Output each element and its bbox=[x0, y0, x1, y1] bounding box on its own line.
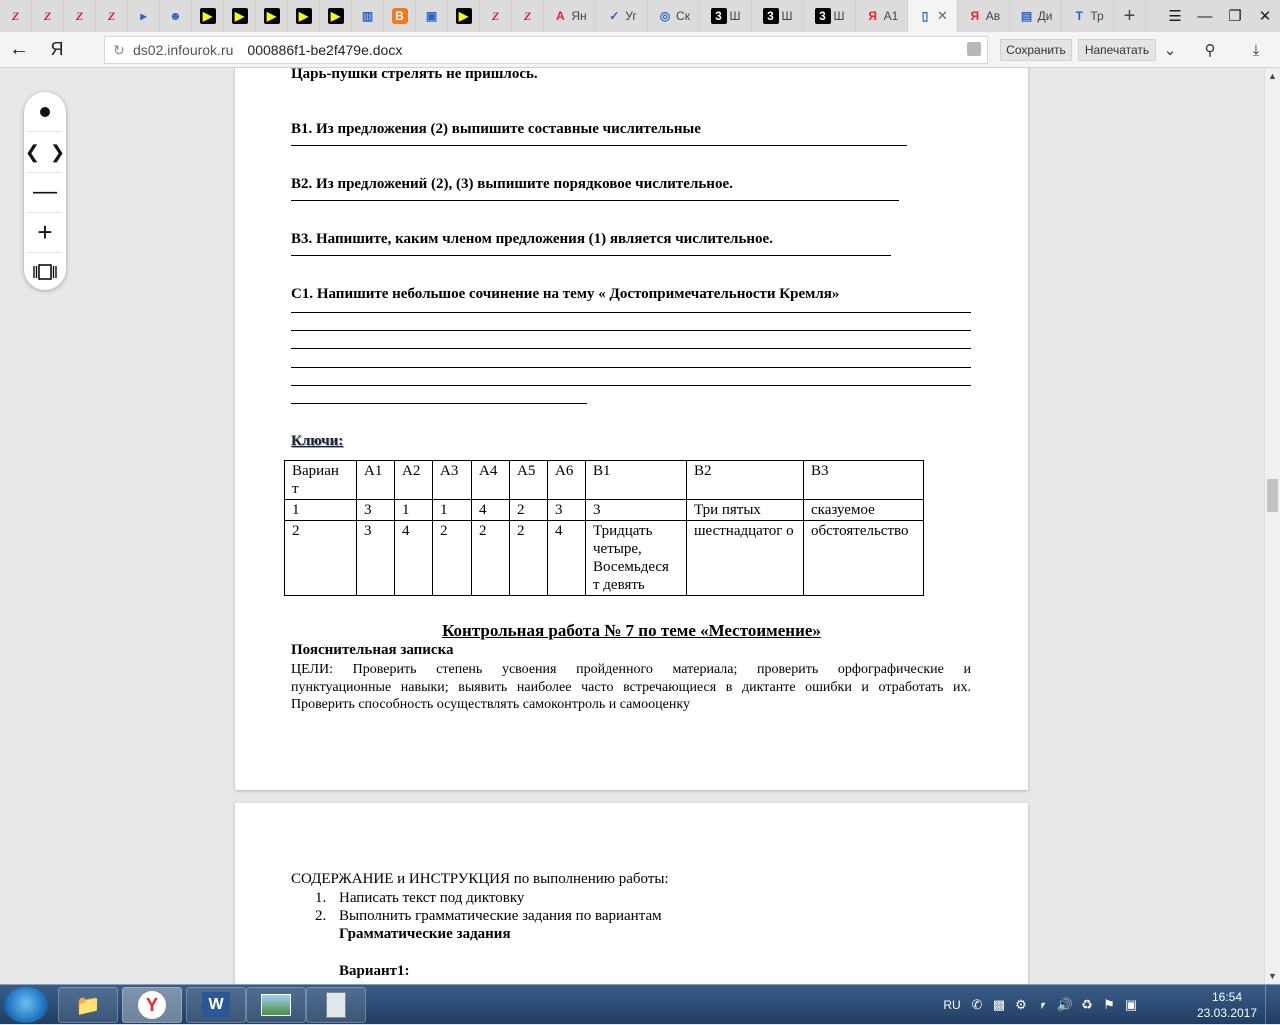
browser-tab[interactable] bbox=[804, 0, 856, 32]
url-document: 000886f1-be2f479e.docx bbox=[247, 42, 403, 58]
table-cell: 4 bbox=[548, 521, 586, 596]
browser-tab[interactable] bbox=[384, 0, 416, 32]
calculator-taskbar-icon[interactable] bbox=[306, 987, 366, 1023]
table-cell: 1 bbox=[285, 500, 357, 521]
browser-tab[interactable] bbox=[1062, 0, 1114, 32]
vertical-scrollbar[interactable] bbox=[1264, 68, 1280, 984]
answer-line bbox=[291, 403, 587, 404]
yandex-browser-taskbar-icon[interactable]: Y bbox=[122, 987, 182, 1023]
browser-tab[interactable] bbox=[320, 0, 352, 32]
answer-line bbox=[291, 385, 971, 386]
yandex-icon: Я bbox=[970, 9, 980, 23]
table-header-cell: А1 bbox=[357, 461, 395, 500]
url-field[interactable] bbox=[104, 36, 988, 64]
scroll-up-arrow-icon[interactable]: ▲ bbox=[1268, 71, 1277, 81]
z-icon: Z bbox=[523, 8, 532, 23]
video-play-icon: ▶ bbox=[264, 8, 280, 24]
video-play-icon: ▶ bbox=[296, 8, 312, 24]
blogger-icon: B bbox=[392, 8, 408, 24]
browser-tab[interactable] bbox=[958, 0, 1010, 32]
language-indicator[interactable]: RU bbox=[943, 998, 961, 1012]
z-icon: Z bbox=[11, 8, 20, 23]
table-cell: 3 bbox=[548, 500, 586, 521]
answer-line bbox=[291, 367, 971, 368]
table-cell: 2 bbox=[510, 500, 548, 521]
removable-device-icon[interactable]: ⎖ bbox=[1037, 997, 1049, 1012]
three-icon: 3 bbox=[711, 8, 727, 24]
section-title: Контрольная работа № 7 по теме «Местоимение» bbox=[442, 621, 821, 640]
translate-icon: Т bbox=[1075, 9, 1083, 23]
menu-icon[interactable]: ☰ bbox=[1168, 8, 1182, 25]
play-page-icon: ▸ bbox=[140, 9, 147, 23]
list-item: 1. Написать текст под диктовку bbox=[315, 890, 525, 906]
answer-keys-table bbox=[284, 460, 924, 596]
note-line: Проверить способность осуществлять самоконтроль и самооценку bbox=[291, 697, 690, 712]
browser-tab[interactable] bbox=[32, 0, 64, 32]
abc-icon: A bbox=[556, 9, 565, 23]
browser-tab[interactable] bbox=[1010, 0, 1062, 32]
browser-tab[interactable] bbox=[128, 0, 160, 32]
answer-line bbox=[291, 145, 907, 146]
question-b1: В1. Из предложения (2) выпишите составные числительные bbox=[291, 121, 701, 137]
table-header-cell: В2 bbox=[687, 461, 804, 500]
browser-tab[interactable] bbox=[192, 0, 224, 32]
table-header-cell: В3 bbox=[804, 461, 924, 500]
list-item-text: Выполнить грамматические задания по вариантам bbox=[339, 908, 662, 924]
browser-tab[interactable] bbox=[352, 0, 384, 32]
window-controls bbox=[1160, 0, 1280, 32]
keys-label: Ключи: bbox=[291, 433, 344, 449]
update-icon[interactable]: ♻ bbox=[1081, 997, 1093, 1012]
clock-time: 16:54 bbox=[1211, 990, 1243, 1004]
instruction-list bbox=[315, 889, 662, 925]
video-play-icon: ▶ bbox=[328, 8, 344, 24]
table-header-cell: А2 bbox=[395, 461, 433, 500]
tab-title: Ди bbox=[1037, 9, 1053, 23]
three-icon: 3 bbox=[815, 8, 831, 24]
table-header-cell: А6 bbox=[548, 461, 586, 500]
show-desktop-button[interactable] bbox=[1265, 985, 1280, 1025]
browser-tab[interactable] bbox=[0, 0, 32, 32]
word-taskbar-icon[interactable]: W bbox=[186, 987, 246, 1023]
table-header-cell: В1 bbox=[586, 461, 687, 500]
browser-tab[interactable] bbox=[256, 0, 288, 32]
tab-title: Ск bbox=[676, 9, 690, 23]
tab-title: Тр bbox=[1090, 9, 1104, 23]
grammar-heading: Грамматические задания bbox=[339, 926, 511, 942]
table-cell: 1 bbox=[433, 500, 472, 521]
document-page bbox=[235, 68, 1028, 790]
browser-tab[interactable] bbox=[856, 0, 908, 32]
yandex-icon: Я bbox=[868, 9, 877, 23]
table-cell: 3 bbox=[357, 500, 395, 521]
answer-line bbox=[291, 312, 971, 313]
table-header-cell: А3 bbox=[433, 461, 472, 500]
glasses-icon: ◎ bbox=[659, 9, 671, 23]
table-cell: 2 bbox=[510, 521, 548, 596]
back-arrow-icon[interactable]: ← bbox=[9, 38, 29, 60]
yandex-logo[interactable]: Я bbox=[50, 39, 64, 59]
zoom-control-panel bbox=[24, 92, 66, 290]
zoom-in-button[interactable]: + bbox=[37, 216, 53, 247]
goals-label: ЦЕЛИ bbox=[291, 662, 330, 677]
download-icon[interactable]: ⤓ bbox=[1252, 41, 1260, 59]
question-b2: В2. Из предложений (2), (3) выпишите порядковое числительное. bbox=[291, 176, 733, 192]
save-button[interactable]: Сохранить bbox=[1000, 39, 1072, 61]
lightbulb-icon[interactable]: ⚲ bbox=[1204, 42, 1216, 59]
table-header-row bbox=[285, 461, 924, 500]
answer-line bbox=[291, 255, 891, 256]
chat-icon: ▤ bbox=[1020, 9, 1033, 23]
tab-title: Уг bbox=[625, 9, 637, 23]
sailor-icon: ☻ bbox=[169, 9, 182, 23]
volume-icon[interactable]: 🔊 bbox=[1056, 997, 1074, 1012]
check-icon: ✓ bbox=[609, 9, 620, 23]
file-explorer-taskbar-icon[interactable]: 📁 bbox=[58, 987, 118, 1023]
z-icon: Z bbox=[75, 8, 84, 23]
list-item-text: Написать текст под диктовку bbox=[339, 890, 525, 906]
chevron-down-icon[interactable]: ⌄ bbox=[1163, 42, 1177, 59]
table-cell: 3 bbox=[586, 500, 687, 521]
table-cell: Три пятых bbox=[687, 500, 804, 521]
new-tab-plus-icon[interactable]: + bbox=[1114, 0, 1146, 32]
z-icon: Z bbox=[107, 8, 116, 23]
z-icon: Z bbox=[43, 8, 52, 23]
reload-icon[interactable]: ↻ bbox=[113, 41, 125, 58]
viber-icon[interactable]: ✆ bbox=[971, 997, 983, 1012]
tab-title: А1 bbox=[883, 9, 899, 23]
minimize-icon[interactable]: — bbox=[1197, 7, 1213, 25]
system-tray bbox=[938, 985, 1142, 1025]
table-cell: 1 bbox=[395, 500, 433, 521]
nvidia-icon[interactable]: ▩ bbox=[992, 997, 1006, 1012]
table-row bbox=[285, 521, 924, 596]
three-icon: 3 bbox=[763, 8, 779, 24]
answer-line bbox=[291, 330, 971, 331]
note-line bbox=[291, 661, 971, 679]
browser-tab[interactable] bbox=[160, 0, 192, 32]
table-cell: 4 bbox=[395, 521, 433, 596]
tab-title: Ян bbox=[571, 9, 587, 23]
browser-tab[interactable] bbox=[596, 0, 648, 32]
close-tab-icon[interactable]: ✕ bbox=[937, 8, 948, 23]
monitor-icon: ▣ bbox=[425, 9, 438, 23]
contents-title: СОДЕРЖАНИЕ и ИНСТРУКЦИЯ по выполнению работы: bbox=[291, 871, 669, 887]
note-text: : Проверить степень усвоения пройденного материала; проверить орфографические и bbox=[329, 662, 971, 677]
table-header-cell: А5 bbox=[510, 461, 548, 500]
table-header-cell: А4 bbox=[472, 461, 510, 500]
table-cell: шестнадцатог о bbox=[687, 521, 804, 596]
browser-tab[interactable] bbox=[224, 0, 256, 32]
gear-icon[interactable]: ⚙ bbox=[1015, 997, 1027, 1012]
dot-icon[interactable] bbox=[24, 92, 66, 132]
video-play-icon: ▶ bbox=[456, 8, 472, 24]
table-cell: 4 bbox=[472, 500, 510, 521]
z-icon: Z bbox=[491, 8, 500, 23]
books-icon: ▥ bbox=[361, 9, 374, 23]
tab-title: Ш bbox=[781, 9, 793, 23]
question-b3: В3. Напишите, каким членом предложения (1) является числительное. bbox=[291, 231, 773, 247]
page-navigation-arrows[interactable]: ❮ ❯ bbox=[24, 141, 66, 162]
close-window-icon[interactable]: ✕ bbox=[1258, 8, 1272, 25]
fit-page-icon[interactable] bbox=[24, 252, 66, 292]
windows-taskbar bbox=[0, 984, 1280, 1024]
clock-date: 23.03.2017 bbox=[1196, 1006, 1258, 1020]
start-button[interactable] bbox=[4, 987, 48, 1023]
browser-tab[interactable] bbox=[288, 0, 320, 32]
browser-tab[interactable] bbox=[64, 0, 96, 32]
document-page bbox=[235, 803, 1028, 984]
browser-tab[interactable] bbox=[448, 0, 480, 32]
tab-title: Ш bbox=[729, 9, 741, 23]
note-heading: Пояснительная записка bbox=[291, 642, 454, 658]
document-text: Царь-пушки стрелять не пришлось. bbox=[291, 68, 538, 82]
browser-tab[interactable] bbox=[96, 0, 128, 32]
browser-tab[interactable] bbox=[544, 0, 596, 32]
table-cell: 2 bbox=[472, 521, 510, 596]
document-icon: ▯ bbox=[921, 9, 929, 23]
video-play-icon: ▶ bbox=[232, 8, 248, 24]
scroll-down-arrow-icon[interactable]: ▼ bbox=[1268, 971, 1277, 981]
tab-title: Ав bbox=[985, 9, 1001, 23]
browser-tab[interactable] bbox=[648, 0, 700, 32]
action-center-flag-icon[interactable]: ⚑ bbox=[1103, 997, 1115, 1012]
video-play-icon: ▶ bbox=[200, 8, 216, 24]
scroll-thumb[interactable] bbox=[1267, 479, 1278, 512]
browser-tab[interactable] bbox=[512, 0, 544, 32]
taskbar-clock[interactable] bbox=[1196, 989, 1258, 1021]
restore-icon[interactable]: ❐ bbox=[1228, 8, 1242, 25]
print-button[interactable]: Напечатать bbox=[1078, 39, 1156, 61]
lock-icon bbox=[967, 42, 981, 56]
document-viewport bbox=[0, 68, 1264, 984]
table-cell: Тридцать четыре, Восемьдеся т девять bbox=[586, 521, 687, 596]
address-bar bbox=[0, 32, 1280, 68]
browser-tab[interactable] bbox=[416, 0, 448, 32]
variant-heading: Вариант1: bbox=[339, 963, 410, 979]
table-cell: 2 bbox=[285, 521, 357, 596]
note-paragraph bbox=[291, 661, 971, 714]
table-cell: сказуемое bbox=[804, 500, 924, 521]
browser-tab-strip bbox=[0, 0, 1280, 32]
browser-tab[interactable] bbox=[908, 0, 958, 32]
table-cell: 3 bbox=[357, 521, 395, 596]
picture-viewer-taskbar-icon[interactable] bbox=[246, 987, 306, 1023]
table-cell: обстоятельство bbox=[804, 521, 924, 596]
answer-line bbox=[291, 348, 971, 349]
zoom-out-button[interactable]: — bbox=[33, 178, 57, 205]
table-cell: 2 bbox=[433, 521, 472, 596]
question-c1: С1. Напишите небольшое сочинение на тему « Достопримечательности Кремля» bbox=[291, 286, 840, 302]
answer-line bbox=[291, 200, 899, 201]
browser-tab[interactable] bbox=[480, 0, 512, 32]
tab-title: Ш bbox=[833, 9, 845, 23]
url-domain: ds02.infourok.ru bbox=[133, 42, 234, 58]
note-line: пунктуационные навыки; выявить наиболее часто встречающиеся в диктанте ошибки и отработать их. bbox=[291, 679, 971, 695]
network-icon[interactable]: ▣ bbox=[1124, 997, 1138, 1012]
table-row bbox=[285, 500, 924, 521]
list-item: 2. Выполнить грамматические задания по вариантам bbox=[315, 908, 662, 924]
table-header-cell: Вариан т bbox=[285, 461, 357, 500]
browser-tab[interactable] bbox=[700, 0, 752, 32]
browser-tab[interactable] bbox=[752, 0, 804, 32]
